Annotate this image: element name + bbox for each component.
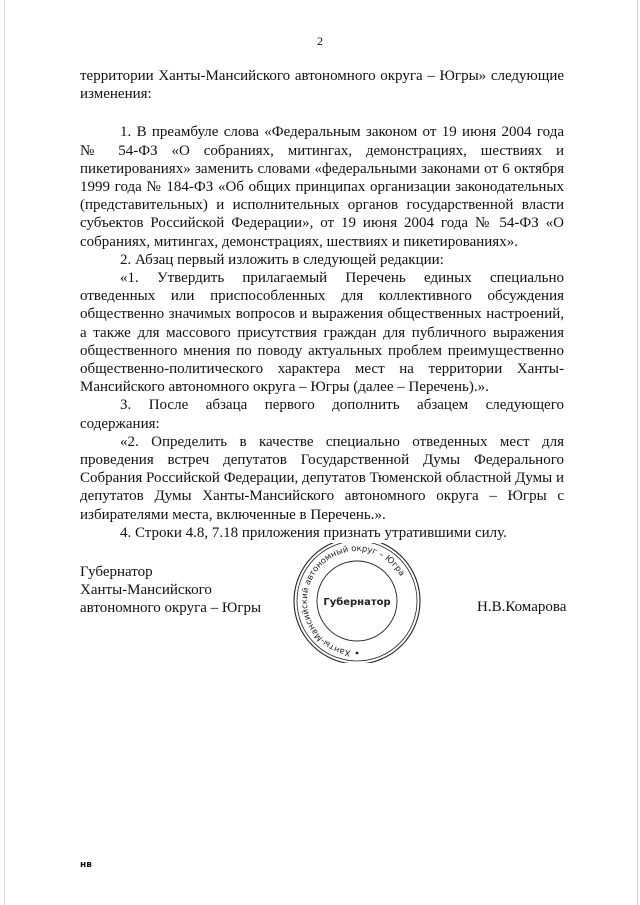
paragraph-item-2-quote: «1. Утвердить прилагаемый Перечень единых специально отведенных или приспособленных для коллективного обсуждения общественно значимых вопросов и выражения общественных настроений, а также для массового присутствия граждан для публичного выражения общественного мнения по поводу актуальных проблем преимущественно общественно-политического характера мест на территории Ханты-Мансийского автономного округа – Югры (далее – Перечень).». bbox=[80, 270, 564, 396]
signature-position-line: автономного округа – Югры bbox=[80, 600, 262, 617]
scan-edge-right bbox=[637, 0, 638, 905]
paragraph-item-2: 2. Абзац первый изложить в следующей редакции: bbox=[120, 251, 444, 268]
seal-ring-text: Ханты-Мансийский автономный округ – Югра bbox=[298, 543, 408, 659]
seal-center-text: Губернатор bbox=[323, 597, 391, 608]
paragraph-item-4: 4. Строки 4.8, 7.18 приложения признать утратившими силу. bbox=[120, 524, 507, 541]
signer-name: Н.В.Комарова bbox=[477, 599, 567, 615]
official-seal bbox=[277, 543, 437, 663]
signature-position-line: Губернатор bbox=[80, 564, 153, 580]
page-number: 2 bbox=[317, 34, 323, 48]
scan-edge-left bbox=[4, 0, 5, 905]
paragraph-item-3-quote: «2. Определить в качестве специально отведенных мест для проведения встреч депутатов Государственной Думы Федерального Собрания Российской Федерации, депутатов Тюменской областной Думы и депутатов Думы Ханты-Мансийского автономного округа – Югры с избирателями места, включенные в Перечень.». bbox=[80, 433, 564, 523]
footer-initials: нв bbox=[80, 860, 92, 870]
document-body bbox=[80, 67, 564, 542]
signature-position-line: Ханты-Мансийского bbox=[80, 582, 212, 599]
intro-paragraph: территории Ханты-Мансийского автономного округа – Югры» следующие изменения: bbox=[80, 68, 564, 103]
paragraph-item-1: 1. В преамбуле слова «Федеральным законом от 19 июня 2004 года № 54-ФЗ «О собраниях, митингах, демонстрациях, шествиях и пикетированиях» заменить словами «федеральными законами от 6 октября 1999 года № 184-ФЗ «Об общих принципах организации законодательных (представительных) и исполнительных органов государственной власти субъектов Российской Федерации», от 19 июня 2004 года № 54-ФЗ «О собраниях, митингах, демонстрациях, шествиях и пикетированиях». bbox=[80, 124, 564, 250]
paragraph-item-3: 3. После абзаца первого дополнить абзацем следующего содержания: bbox=[80, 397, 564, 432]
signature-position bbox=[80, 563, 261, 618]
